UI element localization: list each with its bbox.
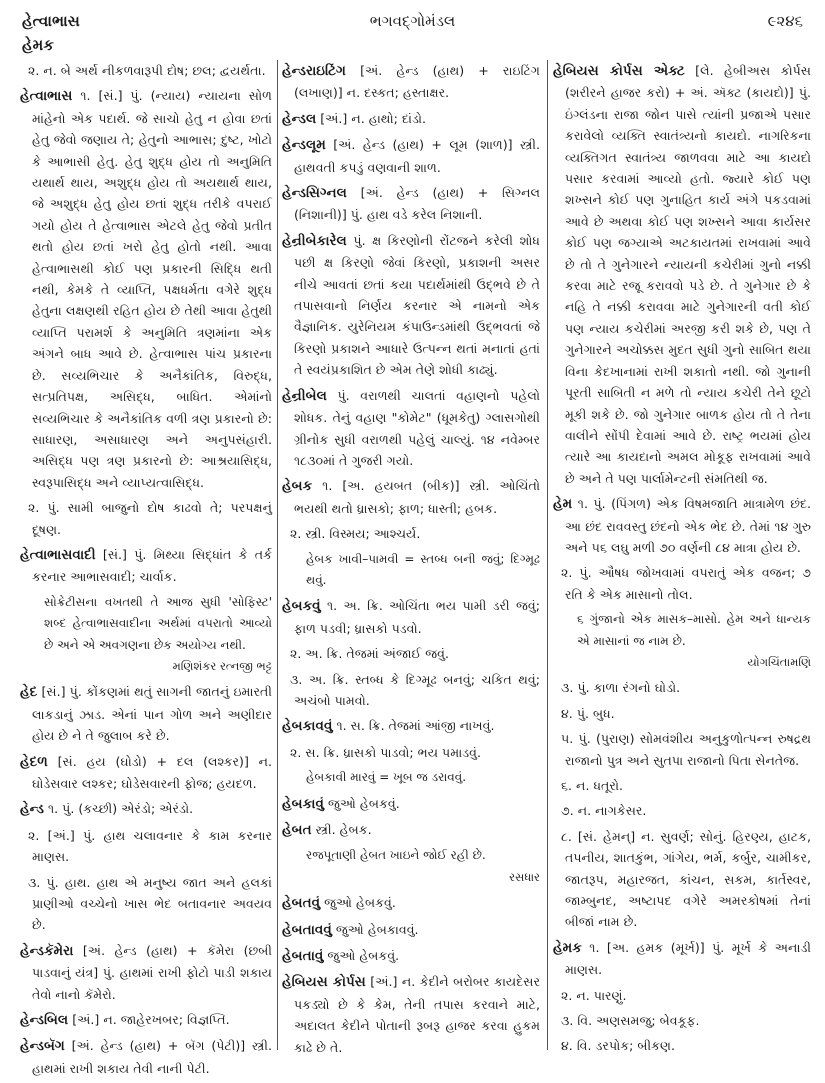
- definition-text: ૨. સ્ત્રી. વિસ્મય; આશ્ચર્ય.: [290, 526, 421, 542]
- entry-sense: [20, 60, 272, 81]
- definition-text: ૨. સ. ક્રિ. ધ્રાસકો પાડવો; ભય પમાડવું.: [290, 744, 481, 760]
- usage-quote: [282, 767, 540, 788]
- definition-text: સ્ત્રી. હેબક.: [315, 822, 372, 837]
- dictionary-entry: [20, 798, 272, 820]
- headword: હેબતવું: [282, 895, 321, 912]
- definition-text: ૧. સ. ક્રિ. તેજમાં આંજી નાખવું.: [336, 718, 495, 734]
- dictionary-entry: [553, 493, 811, 558]
- headword: હેબિયસ કોર્પસ એક્ટ: [553, 63, 685, 79]
- book-title: ભગવદ્ગોમંડલ: [369, 12, 456, 30]
- definition-text: જુઓ હેબકાવવું.: [335, 921, 419, 937]
- dictionary-entry: [282, 715, 540, 737]
- definition-text: જુઓ હેબકવું.: [327, 948, 400, 964]
- definition-text: હેબકાવી મારવું = ખૂબ જ ડરાવવું.: [306, 770, 467, 785]
- definition-text: [અં. હેન્ડ (હાથ) + બૅગ (પેટી)] સ્ત્રી. હાથમાં રાખી શકાય તેવી નાની પેટી.: [32, 1038, 272, 1076]
- dictionary-entry: [282, 971, 540, 1058]
- dictionary-entry: [20, 1035, 272, 1079]
- headword: હેમ: [553, 496, 573, 513]
- dictionary-entry: [282, 793, 540, 815]
- definition-text: પું. ક્ષ કિરણોની રોંટજને કરેલી શોધ પછી ક્ષ કિરણો જેવાં કિરણો, પ્રકાશની અસર નીચે આવતાં છતાં કયા પદાર્થમાંથી ઉદ્ભવે છે તે તપાસવાનો નિર્ણય કરનાર એ નામનો એક વૈજ્ઞાનિક. યુરેનિયમ કંપાઉન્ડમાંથી ઉદ્ભવતાં જે કિરણો પ્રકાશને આધારે ઉત્પન્ન થતાં મનાતાં હતાં તે સ્વયંપ્રકાશિત છે એમ તેણે શોધી કાઢ્યું.: [294, 232, 540, 378]
- definition-text: [અં. હેન્ડ (હાથ) + સિગ્નલ (નિશાની)] પું. હાથ વડે કરેલ નિશાની.: [294, 185, 540, 223]
- headword: હેન્ડ: [20, 801, 44, 818]
- definition-text: ૩. પું. કાળા રંગનો ઘોડો.: [561, 680, 681, 696]
- definition-text: હેબક ખાવી–પામવી = સ્તબ્ધ બની જવું; દિગ્મૂઢ થવું.: [306, 551, 540, 587]
- entry-sense: [553, 1035, 811, 1056]
- column-2: [282, 60, 540, 1062]
- entry-sense: [282, 643, 540, 664]
- quote-source: રસધાર: [509, 869, 540, 884]
- definition-text: [લે. હેબીઅસ કોર્પસ (શરીરને હાજર કરો) + અં. ઍક્ટ (કાયદો)] પું. ઇંગ્લંડના રાજા જોન પાસે ત્યાંની પ્રજાએ પસાર કરાવેલો વ્યક્તિ સ્વાતંત્ર્યનો કાયદો. નાગરિકના વ્યક્તિગત સ્વાતંત્ર્ય જાળવવા માટે આ કાયદો પસાર કરવામાં આવ્યો હતો. જ્યારે કોઈ પણ શખ્સને કોઈ પણ ગુનાહિત કાર્ય અંગે પકડવામાં આવે છે અથવા કોઈ પણ શખ્સને આવા કાર્યસર કોઈ પણ જગ્યાએ અટકાયતમાં રાખવામાં આવે છે તો તે ગુનેગારને ન્યાયની કચેરીમાં ગુનો નક્કી કરવા માટે રજૂ કરાવવો પડે છે. તે ગુનેગાર છે કે નહિ તે નક્કી કરાવવા માટે ગુનેગારની વતી કોઈ પણ ન્યાય કચેરીમાં અરજી કરી શકે છે, પણ તે ગુનેગારને અચોક્કસ મુદત સુધી ગુનો સાબિત થયા વિના કેદખાનામાં રાખી શકાતો નથી. જો ગુનાની પૂરતી સાબિતી ન મળે તો ન્યાય કચેરી તેને છૂટો મૂકી શકે છે. જો ગુનેગાર બાળક હોય તો તે તેના વાલીને સોંપી દેવામાં આવે છે. રાષ્ટ્ર ભયમાં હોય ત્યારે આ કાયદાનો અમલ મોકૂફ રાખવામાં આવે છે અને તે પણ પાર્લામેન્ટની સંમતિથી જ.: [565, 63, 811, 486]
- definition-text: ૭. ન. નાગકેસર.: [561, 803, 647, 819]
- definition-text: ૬ ગુંજાનો એક માસક–માસો. હેમ અને ધાન્યક એ માસાનાં જ નામ છે.: [577, 612, 811, 648]
- dictionary-entry: [282, 892, 540, 914]
- definition-text: [અં. હેન્ડ (હાથ) + કૅમેરા (છબી પાડવાનું યંત્ર] પું. હાથમાં રાખી ફોટો પાડી શકાય તેવો નાનો કૅમેરો.: [32, 942, 272, 1002]
- definition-text: [અં. હેન્ડ (હાથ) + રાઇટિંગ (લખાણ)] ન. દસ્કત; હસ્તાક્ષર.: [294, 63, 540, 101]
- column-divider: [277, 60, 278, 1050]
- definition-text: ૪. પું. બુધ.: [561, 705, 615, 721]
- headword: હેન્ડરાઇટિંગ: [282, 63, 346, 79]
- dictionary-entry: [282, 595, 540, 639]
- entry-sense: [553, 703, 811, 724]
- definition-text: ૮. [સં. હેમન્] ન. સુવર્ણ; સોનું. હિરણ્ય, હાટક, તપનીય, શાતકુંભ, ગાંગેય, ભર્મ, કર્બુર, ચામીકર, જાતરૂપ, મહારજત, કાંચન, સકમ, કાર્તસ્વર, જામ્બુનદ, અષ્ટાપદ વગેરે અમરકોષમાં તેનાં બીજાં નામ છે.: [561, 828, 811, 930]
- dictionary-entry: [553, 937, 811, 981]
- usage-quote: [282, 845, 540, 888]
- headword: હેત્વાભાસ: [20, 88, 73, 105]
- dictionary-entry: [20, 940, 272, 1005]
- definition-text: ૧. પું. (પિંગળ) એક વિષમજાતિ માત્રામેળ છંદ. આ છંદ રાવવસ્તુ છંદનો એક ભેદ છે. તેમાં ૧૪ ગુરુ અને ૫૬ લઘુ મળી ૭૦ વર્ણની ૮૪ માત્રા હોય છે.: [565, 496, 811, 555]
- headword: હેબતાવવું: [282, 921, 332, 938]
- entry-sense: [553, 1010, 811, 1031]
- headword: હેન્ડલૂમ: [282, 137, 326, 154]
- dictionary-entry: [282, 108, 540, 130]
- headword: હેન્ડલ: [282, 110, 317, 127]
- definition-text: જુઓ હેબકવું.: [324, 895, 396, 911]
- dictionary-entry: [20, 751, 272, 795]
- definition-text: ૨. [અં.] પું. હાથ ચલાવનાર કે કામ કરનાર માણસ.: [28, 827, 272, 865]
- dictionary-entry: [20, 85, 272, 493]
- dictionary-entry: [20, 1009, 272, 1031]
- column-3: [553, 60, 811, 1061]
- dictionary-entry: [282, 60, 540, 104]
- definition-text: ૨. ન. બે અર્થ નીકળવારૂપી દોષ; છલ; દ્વયર્થતા.: [28, 63, 266, 78]
- entry-sense: [553, 826, 811, 933]
- definition-text: ૫. પું. (પુરાણ) સોમવંશીય અનુકુળોત્પન્ન રુષદ્રથ રાજાનો પુત્ર અને સુતપા રાજાનો પિતા સેનતેજ.: [561, 731, 811, 768]
- guide-word-last: હેમક: [22, 36, 54, 54]
- headword: હેબતાવું: [282, 948, 324, 965]
- headword: હેબકાવવું: [282, 718, 333, 735]
- definition-text: રજપૂતાણી હેબત ખાઇને જોઈ રહી છે.: [306, 848, 486, 863]
- definition-text: ૨. ન. પારણું.: [561, 987, 627, 1003]
- headword: હેદળ: [20, 753, 48, 770]
- entry-sense: [553, 800, 811, 821]
- headword: હેત્વાભાસવાદી: [20, 546, 96, 563]
- usage-quote: [282, 549, 540, 592]
- dictionary-entry: [553, 60, 811, 489]
- usage-quote: [553, 609, 811, 673]
- dictionary-entry: [20, 544, 272, 588]
- headword: હેમક: [553, 939, 582, 956]
- headword: હેબકવું: [282, 598, 321, 615]
- headword: હેબકાવું: [282, 795, 324, 812]
- definition-text: ૩. અ. ક્રિ. સ્તબ્ધ કે દિગ્મૂઢ બનવું; ચકિત થવું; અચંબો પામવો.: [290, 671, 540, 708]
- entry-sense: [282, 669, 540, 712]
- definition-text: [અં.] ન. હાથો; દાંડો.: [320, 110, 427, 126]
- entry-sense: [20, 825, 272, 868]
- headword: હેન્ડબૅગ: [20, 1038, 65, 1055]
- definition-text: [સં.] પું. મિથ્યા સિદ્ધાંત કે તર્ક કરનાર આભાસવાદી; ચાર્વાક.: [32, 546, 272, 585]
- definition-text: ૩. પું. હાથ. હાથ એ મનુષ્ય જાત અને હલકાં પ્રાણીઓ વચ્ચેનો ખાસ ભેદ બતાવનાર અવયવ છે.: [28, 874, 272, 933]
- headword: હેબત: [282, 822, 312, 838]
- definition-text: ૧. [અ. હયબત (બીક)] સ્ત્રી. ઓચિંતો ભયથી થતો ધ્રાસકો; ફાળ; ધાસ્તી; હબક.: [294, 478, 540, 516]
- entry-sense: [282, 742, 540, 763]
- headword: હેદ: [20, 684, 38, 701]
- definition-text: [અં.] ન. જાહેરખબર; વિજ્ઞપ્તિ.: [72, 1012, 230, 1028]
- dictionary-entry: [282, 819, 540, 841]
- definition-text: ૨. પું. ઔષધ જોખવામાં વપરાતું એક વજન; ૭ રતિ કે એક માસાનો તોલ.: [561, 565, 811, 602]
- usage-quote: [20, 592, 272, 678]
- headword: હેન્ડબિલ: [20, 1012, 69, 1029]
- dictionary-entry: [282, 182, 540, 226]
- definition-text: જુઓ હેબકવું.: [328, 795, 400, 811]
- entry-sense: [282, 523, 540, 544]
- dictionary-entry: [282, 919, 540, 941]
- dictionary-entry: [282, 385, 540, 472]
- quote-source: યોગચિંતામણિ: [747, 654, 811, 669]
- entry-sense: [20, 872, 272, 936]
- entry-sense: [20, 497, 272, 540]
- entry-sense: [553, 728, 811, 771]
- entry-sense: [553, 985, 811, 1006]
- definition-text: [સં.] પું. કોંકણમાં થતું સાગની જાતનું ઇમારતી લાકડાનું ઝાડ. એનાં પાન ગોળ અને અણીદાર હોય છે ને તે જુલાબ કરે છે.: [32, 684, 272, 744]
- column-1: [20, 60, 272, 1083]
- definition-text: ૧. [અ. હમક (મૂર્ખ)] પું. મૂર્ખ કે અનાડી માણસ.: [565, 939, 811, 978]
- definition-text: ૨. પું. સામી બાજુનો દોષ કાઢવો તે; પરપક્ષનું દૂષણ.: [28, 500, 272, 537]
- definition-text: ૧. [સં.] પું. (ન્યાય) ન્યાયના સોળ માંહેનો એક પદાર્થ. જે સાચો હેતુ ન હોવા છતાં હેતુ જેવો જણાય તે; હેતુનો આભાસ; દુષ્ટ, ખોટો કે આભાસી હેતુ. હેતુ શુદ્ધ હોય તો અનુમિતિ યથાર્થ થાય, અશુદ્ધ હોય તો અયથાર્થ થાય, જે અશુદ્ધ હેતુ હોય છતાં શુદ્ધ તરીકે વપરાઈ ગયો હોય તે હેત્વાભાસ એટલે હેતુ જેવો પ્રતીત થતો હોય છતાં ખરો હેતુ હોતો નથી. આવા હેત્વાભાસથી કોઈ પણ પ્રકારની સિદ્ધિ થતી નથી, કેમકે તે વ્યાપ્તિ, પક્ષધર્મતા વગેરે શુદ્ધ હેતુના લક્ષણથી રહિત હોય છે તેથી આવા હેતુથી વ્યાપ્તિ પરામર્શ કે અનુમિતિ ત્રણમાંના એક અંગને બાધ આવે છે. હેત્વાભાસ પાંચ પ્રકારના છે. સવ્યભિચાર કે અનૈકાંતિક, વિરુદ્ધ, સત્પ્રતિપક્ષ, અસિદ્ધ, બાધિત. એમાંનો સવ્યભિચાર કે અનૈકાંતિક વળી ત્રણ પ્રકારનો છે: સાધારણ, અસાધારણ અને અનુપસંહારી. અસિદ્ધ પણ ત્રણ પ્રકારનો છે: આશ્રયાસિદ્ધ, સ્વરૂપાસિદ્ધ અને વ્યાપ્યત્વાસિદ્ધ.: [32, 88, 272, 490]
- guide-word-first: હેત્વાભાસ: [22, 12, 80, 30]
- column-divider: [547, 60, 548, 1050]
- quote-source: મણિશંકર રત્નજી ભટ્ટ: [172, 658, 272, 673]
- dictionary-entry: [282, 475, 540, 519]
- headword: હેન્રીબેલ: [282, 387, 327, 404]
- definition-text: ૧. અ. ક્રિ. ઓચિંતા ભય પામી ડરી જવું; ફાળ પડવી; ધ્રાસકો પડવો.: [294, 598, 540, 636]
- entry-sense: [553, 775, 811, 796]
- dictionary-entry: [20, 681, 272, 746]
- definition-text: પું. વરાળથી ચાલતાં વહાણનો પહેલો શોધક. તેનું વહાણ "કોમેટ" (ધૂમકેતુ) ગ્લાસગોથી ગ્રીનોક સુધી વરાળથી પહેલું ચાલ્યું. ૧૪ નવેમ્બર ૧૮૩૦માં તે ગુજરી ગયો.: [294, 387, 540, 468]
- definition-text: ૧. પું. (કચ્છી) એરંડો; એરંડો.: [47, 801, 194, 817]
- page-number: ૯૨૪૬: [767, 12, 803, 30]
- definition-text: [અં.] ન. કેદીને બરોબર કાયદેસર પકડ્યો છે કે કેમ, તેની તપાસ કરવાને માટે, અદાલત કેદીને પોતાની રૂબરૂ હાજર કરવા હુકમ કાઢે છે તે.: [294, 974, 540, 1055]
- headword: હેન્રીબેકારેલ: [282, 232, 347, 249]
- headword: હેબિયસ કોર્પસ: [282, 974, 366, 991]
- definition-text: [અં. હેન્ડ (હાથ) + લૂમ (શાળ)] સ્ત્રી. હાથવતી કપડું વણવાની શાળ.: [294, 137, 540, 175]
- dictionary-entry: [282, 230, 540, 381]
- dictionary-entry: [282, 945, 540, 967]
- definition-text: ૩. વિ. અણસમજુ; બેવકૂફ.: [561, 1013, 700, 1029]
- definition-text: ૨. અ. ક્રિ. તેજમાં અંજાઈ જવું.: [290, 646, 450, 662]
- entry-sense: [553, 562, 811, 605]
- entry-sense: [553, 677, 811, 698]
- definition-text: ૬. ન. ધતૂરો.: [561, 778, 624, 793]
- headword: હેન્ડસિગ્નલ: [282, 185, 347, 202]
- definition-text: ૪. વિ. ડરપોક; બીકણ.: [561, 1038, 675, 1054]
- dictionary-entry: [282, 134, 540, 178]
- definition-text: સોક્રેટીસના વખતથી તે આજ સુધી 'સોફિસ્ટ' શબ્દ હેત્વાભાસવાદીના અર્થમાં વપરાતો આવ્યો છે અને એ અવગણના છેક અયોગ્ય નથી.: [44, 594, 272, 652]
- headword: હેન્ડકૅમેરા: [20, 942, 74, 959]
- definition-text: [સં. હય (ઘોડો) + દલ (લશ્કર)] ન. ઘોડેસવાર લશ્કર; ઘોડેસવારની ફોજ; હયદળ.: [32, 753, 272, 791]
- headword: હેબક: [282, 478, 313, 495]
